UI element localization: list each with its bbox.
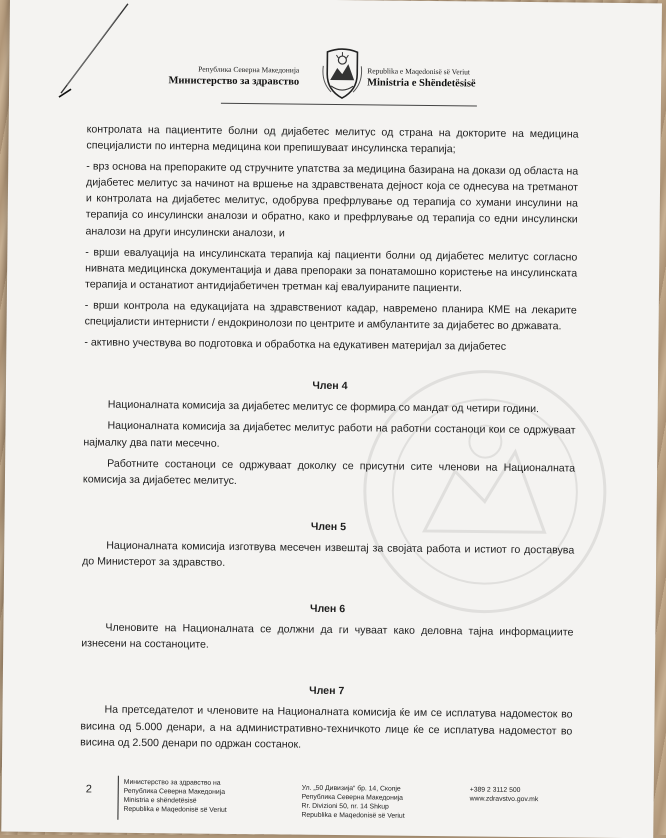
- footer-line: Republika e Maqedonisë së Veriut: [301, 811, 405, 820]
- footer-line: Република Северна Македонија: [301, 793, 403, 802]
- paragraph-bullet-education: - врши контрола на едукацијата на здравствениот кадар, навремено планира КМЕ на лекарите специјалисти интернисти / ендокринолози по центрите и амбулантите за дијабетес во државата.: [84, 299, 577, 333]
- footer-website: www.zdravstvo.gov.mk: [469, 795, 539, 804]
- article-6-paragraph-1: Членовите на Националната се должни да ги чуваат како деловна тајна информациите изнесени на состаноците.: [81, 621, 574, 651]
- article-4-heading: Член 4: [312, 379, 348, 393]
- article-5-paragraph-1: Националната комисија изготвува месечен извештај за својата работа и истиот го доставува до Министерот за здравство.: [82, 539, 575, 569]
- footer-phone: +389 2 3112 500: [469, 786, 521, 794]
- footer-divider: [117, 776, 118, 820]
- footer-contact: [470, 785, 539, 804]
- paragraph-control: контролата на пациентите болни од дијабетес мелитус од страна на докторите на медицина специјалисти по интерна медицина кои препишуваат инсулинска терапија;: [86, 123, 579, 156]
- ministry-name-sq: Ministria e Shëndetësisë: [367, 77, 476, 90]
- letterhead: [9, 41, 662, 108]
- article-7-paragraph-1: На претседателот и членовите на Националната комисија ќе им се исплатува надоместок во висина од 5.000 денари, а на административно-техничкото лице ќе се исплатува надоместот во висина од 2.500 денари по одржан состанок.: [80, 704, 573, 751]
- article-6-heading: Член 6: [309, 602, 346, 616]
- country-name-sq: Republika e Maqedonisë së Veriut: [367, 66, 471, 77]
- letterhead-right: [367, 66, 476, 89]
- footer-line: Rr. Divizioni 50, nr. 14 Shkup: [301, 802, 389, 811]
- footer-line: Министерство за здравство на: [123, 778, 221, 787]
- footer-line: Република Северна Македонија: [123, 787, 226, 796]
- article-7-heading: Член 7: [309, 685, 345, 698]
- paragraph-bullet-insulin: - врз основа на препораките од стручните упатства за медицина базирана на докази од областа на дијабетес мелитус за начинот на вршење на здравствената дејност која се однесува на третманот и контролата на дијабетес мелитус, одобрува префрлување од терапија со хумани инсулини на терапија со инсулински аналози и обратно, како и префрлување од терапија со едни инсулински аналози на други инсулински аналози, и: [85, 160, 579, 240]
- letterhead-left: [168, 64, 299, 87]
- footer-line: Ministria e shëndetësisë: [123, 796, 197, 805]
- footer-line: Ул. „50 Дивизија“ бр. 14, Скопје: [301, 784, 401, 793]
- footer-ministry-names: [123, 778, 227, 815]
- article-4-paragraph-2: Националната комисија за дијабетес мелитус работи на работни состаноци кои се одржуваат најмалку два пати месечно.: [83, 420, 576, 450]
- page-footer: [1, 775, 653, 832]
- footer-line: Republika e Maqedonisë së Veriut: [123, 805, 227, 814]
- article-4-paragraph-1: Националната комисија за дијабетес мелитус се формира со мандат од четири години.: [107, 398, 540, 416]
- page-number: 2: [85, 783, 92, 796]
- article-4-paragraph-3: Работните состаноци се одржуваат доколку се присутни сите членови на Националната комисија за дијабетес мелитус.: [82, 457, 576, 487]
- document-page: [1, 0, 662, 838]
- document-body: [80, 121, 579, 760]
- article-5-heading: Член 5: [310, 520, 347, 533]
- paragraph-bullet-materials: - активно учествува во подготовка и обработка на едукативен материјал за дијабетес: [84, 336, 507, 353]
- ministry-name-mk: Министерство за здравство: [168, 75, 300, 88]
- paragraph-bullet-evaluation: - врши евалуација на инсулинската терапија кај пациенти болни од дијабетес мелитус согласно нивната медицинска документација и дава препораки за понатамошно користење на инсулинската терапија и останатиот антидијабетичен третман кај евалуираните пациенти.: [84, 246, 578, 295]
- coat-of-arms-icon: [321, 46, 364, 100]
- footer-address: [301, 784, 405, 821]
- country-name-mk: Република Северна Македонија: [198, 64, 300, 75]
